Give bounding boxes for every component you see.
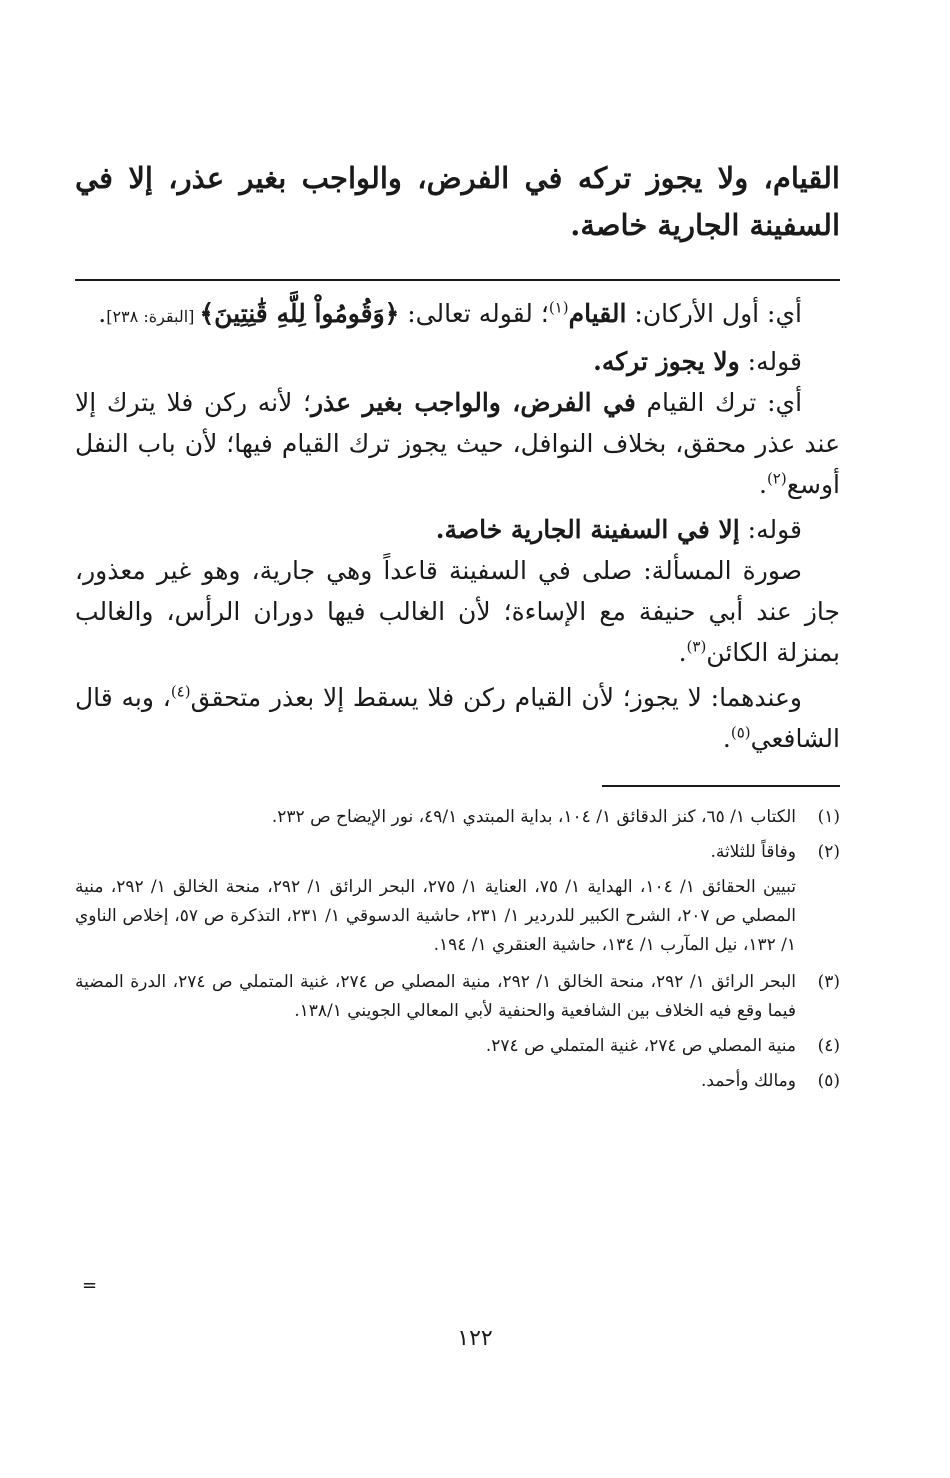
bold-term: في الفرض، والواجب بغير عذر [310, 388, 636, 417]
margin-mark: = [82, 1275, 98, 1296]
commentary-paragraph-3 [75, 382, 840, 505]
text-run: أي: ترك القيام [635, 388, 803, 417]
footnote-text: وفاقاً للثلاثة. [710, 842, 796, 862]
text-run: ، وبه قال الشافعي [75, 683, 840, 753]
footnote-3 [75, 968, 840, 1026]
footnote-number: (٣) [817, 972, 840, 992]
footnote-text: البحر الرائق ١/ ٢٩٢، منحة الخالق ١/ ٢٩٢، منية المصلي ص ٢٧٤، غنية المتملي ص ٢٧٤، الدرة المضية فيما وقع فيه الخلاف بين الشافعية والحنفية لأبي المعالي الجويني ١٣٨/١. [75, 972, 797, 1021]
commentary-paragraph-2 [75, 341, 840, 382]
commentary-paragraph-5 [75, 550, 840, 673]
footnote-number: (٢) [817, 842, 840, 862]
text-run: وعندهما: لا يجوز؛ لأن القيام ركن فلا يسقط إلا بعذر متحقق [190, 683, 802, 712]
text-run: . [758, 470, 767, 499]
page-number: ١٢٢ [457, 1326, 493, 1351]
footnote-text: الكتاب ١/ ٦٥، كنز الدقائق ١/ ١٠٤، بداية المبتدي ٤٩/١، نور الإيضاح ص ٢٣٢. [271, 807, 796, 827]
footnote-4 [75, 1032, 840, 1061]
footnote-ref: (٢) [766, 469, 787, 488]
footnote-2 [75, 838, 840, 867]
footnote-text: منية المصلي ص ٢٧٤، غنية المتملي ص ٢٧٤. [485, 1036, 796, 1056]
commentary [75, 293, 840, 759]
text-run: . [98, 299, 107, 328]
footnote-number: (٥) [817, 1071, 840, 1091]
text-run: . [678, 638, 687, 667]
footnote-ref: (٣) [686, 637, 707, 656]
text-run: قوله: [739, 515, 802, 544]
text-run: أي: أول الأركان: [626, 299, 802, 328]
footnote-number: (١) [817, 807, 840, 827]
matn-text: القيام، ولا يجوز تركه في الفرض، والواجب بغير عذر، إلا في السفينة الجارية خاصة. [75, 161, 840, 242]
footnote-text: ومالك وأحمد. [700, 1071, 796, 1091]
footnote-5 [75, 1067, 840, 1096]
footnote-divider [602, 785, 840, 787]
commentary-paragraph-4 [75, 509, 840, 550]
footnote-ref: (٥) [730, 723, 751, 742]
footnotes [75, 803, 840, 1096]
commentary-paragraph-1 [75, 293, 840, 337]
footnote-2-continuation: تبيين الحقائق ١/ ١٠٤، الهداية ١/ ٧٥، العناية ١/ ٢٧٥، البحر الرائق ١/ ٢٩٢، منحة الخالق ١/ ٢٩٢، منية المصلي ص ٢٠٧، الشرح الكبير للدردير ١/ ٢٣١، حاشية الدسوقي ١/ ٢٣١، التذكرة ص ٥٧، إخلاص الناوي ١/ ١٣٢، نيل المآرب ١/ ١٣٤، حاشية العنقري ١/ ١٩٤. [75, 877, 797, 955]
bold-term: إلا في السفينة الجارية خاصة. [435, 515, 740, 544]
text-run: قوله: [739, 347, 802, 376]
page-body [75, 155, 840, 1102]
text-run: ؛ لقوله تعالى: [399, 299, 549, 328]
bold-term: القيام [568, 299, 627, 328]
footnote-ref: (٤) [170, 682, 191, 701]
footnote-1 [75, 803, 840, 832]
quran-verse: ﴿وَقُومُواْ لِلَّهِ قَٰنِتِينَ﴾ [199, 299, 400, 328]
footnote-ref: (١) [548, 298, 569, 317]
main-divider [75, 279, 840, 281]
bold-term: ولا يجوز تركه. [593, 347, 740, 376]
text-run: . [722, 724, 731, 753]
text-run: صورة المسألة: صلى في السفينة قاعداً وهي جارية، وهو غير معذور، جاز عند أبي حنيفة مع الإساءة؛ لأن الغالب فيها دوران الرأس، والغالب بمنزلة الكائن [75, 556, 840, 667]
footnote-number: (٤) [817, 1036, 840, 1056]
verse-reference: [البقرة: ٢٣٨] [106, 307, 200, 326]
text-run: ؛ لأنه ركن فلا يترك إلا عند عذر محقق، بخلاف النوافل، حيث يجوز ترك القيام فيها؛ لأن باب النفل أوسع [75, 388, 840, 499]
commentary-paragraph-6 [75, 677, 840, 759]
